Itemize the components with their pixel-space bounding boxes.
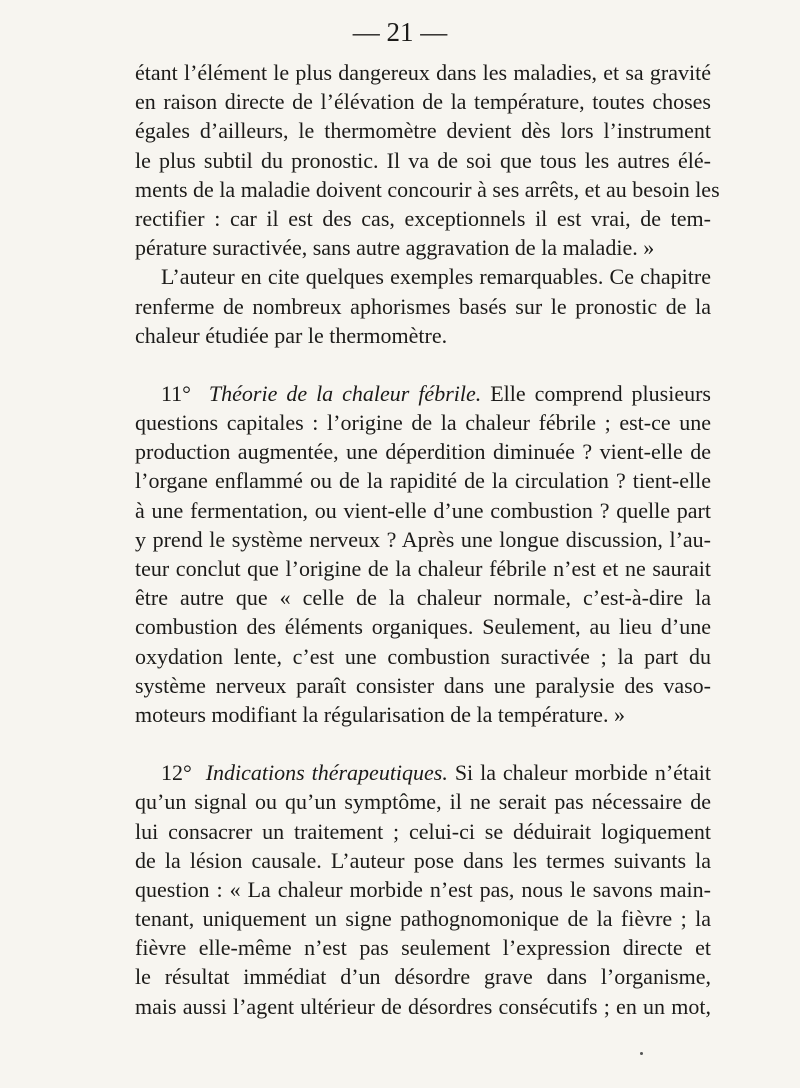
section-number: 12° — [161, 760, 192, 786]
body-text — [135, 58, 720, 1021]
section-heading-line — [135, 379, 711, 408]
text-line: à une fermentation, ou vient-elle d’une combustion ? quelle part — [135, 497, 711, 523]
paper-speck — [640, 1052, 643, 1055]
text-line: mais aussi l’agent ultérieur de désordres consécutifs ; en un mot, — [135, 993, 711, 1019]
paragraph-examples — [135, 262, 711, 350]
text-line: combustion des éléments organiques. Seulement, au lieu d’une — [135, 614, 711, 640]
text-line: question : « La chaleur morbide n’est pas, nous le savons main- — [135, 876, 711, 902]
text-line: l’organe enflammé ou de la rapidité de la circulation ? tient-elle — [135, 468, 711, 494]
text-line: L’auteur en cite quelques exemples remarquables. Ce chapitre — [161, 264, 711, 290]
text-line: questions capitales : l’origine de la chaleur fébrile ; est-ce une — [135, 410, 711, 436]
text-line: système nerveux paraît consister dans une paralysie des vaso- — [135, 672, 711, 698]
text-line: lui consacrer un traitement ; celui-ci se déduirait logiquement — [135, 818, 711, 844]
section-12 — [135, 758, 711, 1021]
paragraph-gap — [135, 729, 711, 758]
text-line: oxydation lente, c’est une combustion suractivée ; la part du — [135, 643, 711, 669]
section-title: Théorie de la chaleur fébrile. — [208, 380, 482, 406]
paragraph-gap — [135, 350, 711, 379]
text-line: le résultat immédiat d’un désordre grave dans l’organisme, — [135, 964, 711, 990]
text-line: étant l’élément le plus dangereux dans les maladies, et sa gravité — [135, 60, 711, 85]
text-line: de la lésion causale. L’auteur pose dans les termes suivants la — [135, 847, 711, 873]
text-line: rectifier : car il est des cas, exceptionnels il est vrai, de tem- — [135, 205, 711, 231]
text-line: renferme de nombreux aphorismes basés sur le pronostic de la — [135, 293, 711, 319]
text-line: égales d’ailleurs, le thermomètre devient dès lors l’instrument — [135, 118, 711, 144]
section-number: 11° — [161, 380, 191, 406]
text-line: pérature suractivée, sans autre aggravation de la maladie. » — [135, 235, 655, 261]
section-first-line-text: Elle comprend plusieurs — [490, 380, 711, 406]
text-line: qu’un signal ou qu’un symptôme, il ne serait pas nécessaire de — [135, 789, 711, 815]
text-line: le plus subtil du pronostic. Il va de soi que tous les autres élé- — [135, 147, 711, 173]
section-title: Indications thérapeutiques. — [205, 760, 448, 786]
text-line: teur conclut que l’origine de la chaleur fébrile n’est et ne saurait — [135, 556, 711, 581]
text-line: y prend le système nerveux ? Après une longue discussion, l’au- — [135, 526, 711, 552]
text-line: chaleur étudiée par le thermomètre. — [135, 322, 448, 348]
section-first-line-text: Si la chaleur morbide n’était — [454, 760, 712, 786]
section-11 — [135, 379, 711, 729]
text-line: ments de la maladie doivent concourir à ses arrêts, et au besoin les — [135, 176, 720, 202]
text-line: tenant, uniquement un signe pathognomonique de la fièvre ; la — [135, 906, 711, 932]
text-line: être autre que « celle de la chaleur normale, c’est-à-dire la — [135, 585, 711, 611]
page-number: — 21 — — [352, 17, 448, 47]
section-heading-line — [135, 758, 711, 787]
text-line: production augmentée, une déperdition diminuée ? vient-elle de — [135, 439, 711, 465]
text-line: moteurs modifiant la régularisation de la température. » — [135, 701, 625, 727]
text-line: fièvre elle-même n’est pas seulement l’expression directe et — [135, 935, 711, 961]
paragraph-continuation — [135, 58, 720, 262]
text-line: en raison directe de l’élévation de la température, toutes choses — [135, 89, 711, 115]
